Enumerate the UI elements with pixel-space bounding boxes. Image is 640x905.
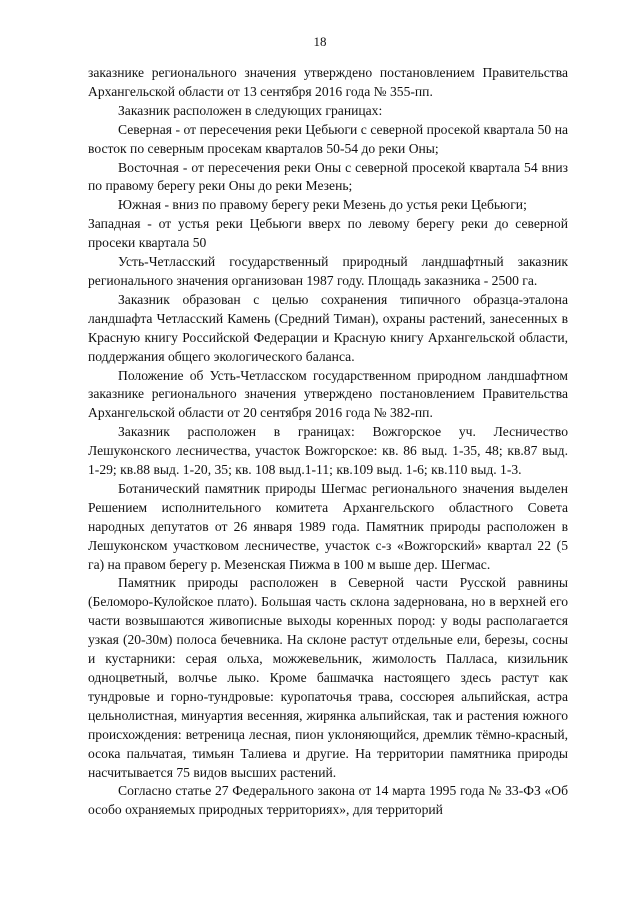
paragraph: Заказник расположен в следующих границах: bbox=[118, 102, 383, 118]
paragraph: Памятник природы расположен в Северной части Русской равнины (Беломоро-Кулойское плато). Большая часть склона задернована, но в верхней его части возвышаются живописные выходы коренных пород: у воды располагается узкая (20-30м) полоса бечевника. На склоне растут отдельные ели, березы, сосны и кустарники: серая ольха, можжевельник, жимолость Палласа, кизильник одноцветный, волчье лыко. Кроме башмачка настоящего здесь растут как тундровые и горно-тундровые: куропаточья трава, соссюрея альпийская, астра цельнолистная, минуартия весенняя, жирянка альпийская, так и растения южного происхождения: ветреница лесная, пион уклоняющийся, дремлик тёмно-красный, осока пальчатая, тимьян Талиева и другие. На территории памятника природы насчитывается 75 видов высших растений. bbox=[88, 575, 568, 780]
paragraph: Заказник расположен в границах: Вожгорское уч. Лесничество Лешуконского лесничества, участок Вожгорское: кв. 86 выд. 1-35, 48; кв.87 выд. 1-29; кв.88 выд. 1-20, 35; кв. 108 выд.1-11; кв.109 выд. 1-6; кв.110 выд. 1-3. bbox=[88, 424, 568, 478]
paragraph: Ботанический памятник природы Шегмас регионального значения выделен Решением исполнительного комитета Архангельского областного Совета народных депутатов от 26 января 1989 года. Памятник природы расположен в Лешуконском участковом лесничестве, участок с-з «Вожгорский» квартал 22 (5 га) на правом берегу р. Мезенская Пижма в 100 м выше дер. Шегмас. bbox=[88, 480, 568, 572]
paragraph: Положение об Усть-Четласском государственном природном ландшафтном заказнике регионального значения утверждено постановлением Правительства Архангельской области от 20 сентября 2016 года № 382-пп. bbox=[88, 367, 568, 421]
paragraph: Усть-Четласский государственный природный ландшафтный заказник регионального значения организован 1987 году. Площадь заказника - 2500 га. bbox=[88, 254, 568, 288]
document-body bbox=[88, 64, 568, 820]
paragraph: Восточная - от пересечения реки Оны с северной просекой квартала 54 вниз по правому берегу реки Оны до реки Мезень; bbox=[88, 159, 568, 194]
paragraph: Заказник образован с целью сохранения типичного образца-эталона ландшафта Четласский Камень (Средний Тиман), охраны растений, занесенных в Красную книгу Российской Федерации и Красную книгу Архангельской области, поддержания общего экологического баланса. bbox=[88, 291, 568, 364]
paragraph: заказнике регионального значения утверждено постановлением Правительства Архангельской области от 13 сентября 2016 года № 355-пп. bbox=[88, 65, 568, 99]
paragraph: Западная - от устья реки Цебьюги вверх по левому берегу реки до северной просеки квартала 50 bbox=[88, 216, 568, 251]
paragraph: Южная - вниз по правому берегу реки Мезень до устья реки Цебьюги; bbox=[118, 197, 527, 213]
page-number: 18 bbox=[313, 34, 327, 49]
paragraph: Согласно статье 27 Федерального закона от 14 марта 1995 года № 33-ФЗ «Об особо охраняемых природных территориях», для территорий bbox=[88, 783, 568, 818]
paragraph: Северная - от пересечения реки Цебьюги с северной просекой квартала 50 на восток по северным просекам кварталов 50-54 до реки Оны; bbox=[88, 121, 568, 156]
